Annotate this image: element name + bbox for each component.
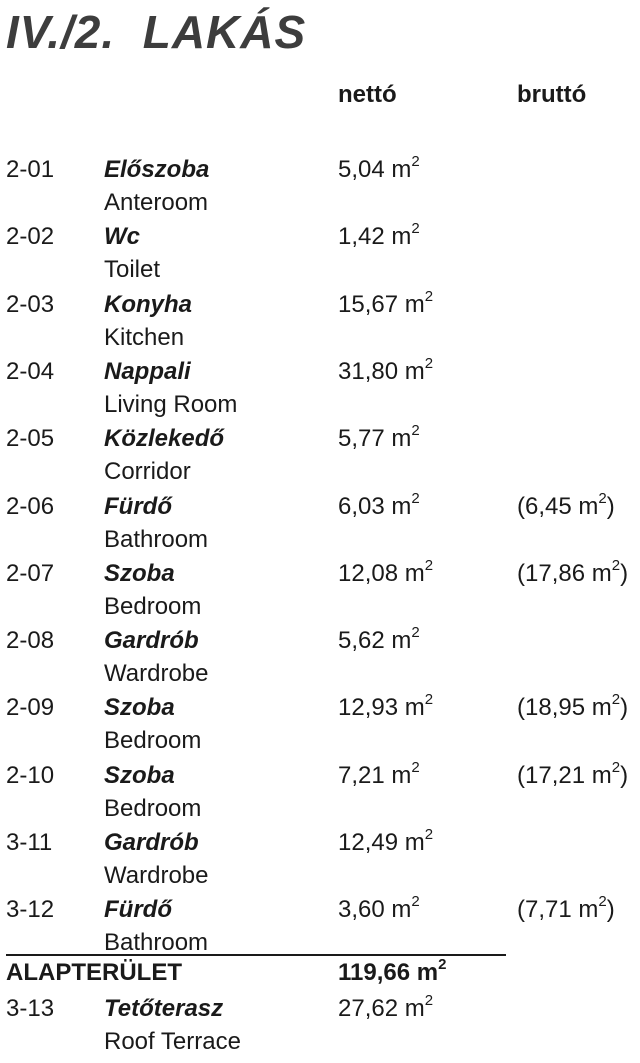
room-gross-area: (18,95 $m^2$): [517, 691, 629, 722]
room-code: 2-02: [6, 223, 55, 251]
unit-superscript: 2: [424, 556, 434, 574]
room-net-area: 5,04 $m^2$: [338, 153, 420, 183]
unit-superscript: 2: [411, 624, 420, 642]
unit-superscript: 2: [598, 893, 607, 911]
room-name-english: Bedroom: [104, 794, 202, 822]
room-net-area: 5,62 $m^2$: [338, 624, 420, 655]
room-name-english: Wardrobe: [104, 660, 209, 688]
room-code: 2-01: [6, 156, 55, 183]
room-name: Szoba: [104, 694, 175, 722]
room-row: [0, 826, 640, 893]
room-name-english: Bedroom: [104, 592, 202, 620]
unit-superscript: 2: [438, 956, 447, 973]
room-net-area: 12,08 $m^2$: [338, 556, 434, 587]
unit-superscript: 2: [611, 758, 621, 776]
room-net-area: 7,21 $m^2$: [338, 758, 420, 789]
room-name-english: Bedroom: [104, 727, 202, 755]
room-row: [0, 624, 640, 691]
room-row: [0, 759, 640, 826]
total-label: ALAPTERÜLET: [6, 959, 182, 986]
room-net-area: 12,93 $m^2$: [338, 691, 434, 722]
room-code: 2-06: [6, 492, 55, 520]
unit-superscript: 2: [411, 489, 420, 507]
total-value: 119,66 $m^2$: [338, 956, 447, 986]
room-code: 2-07: [6, 559, 55, 587]
room-code: 2-04: [6, 357, 55, 385]
gross-column-header: bruttó: [517, 81, 587, 108]
room-name: Fürdő: [104, 492, 172, 520]
room-name: Közlekedő: [104, 425, 225, 453]
room-row: [0, 893, 640, 960]
unit-superscript: 2: [424, 287, 434, 305]
room-net-area: 12,49 $m^2$: [338, 826, 434, 856]
room-net-area: 27,62 $m^2$: [338, 992, 434, 1022]
room-name-english: Corridor: [104, 458, 191, 486]
room-name: Gardrób: [104, 829, 199, 856]
room-name: Szoba: [104, 559, 175, 587]
room-code: 3-13: [6, 995, 55, 1022]
unit-superscript: 2: [424, 354, 434, 372]
page-title: IV./2. LAKÁS: [6, 6, 307, 58]
room-name-english: Living Room: [104, 390, 238, 418]
unit-superscript: 2: [424, 691, 434, 709]
room-name: Előszoba: [104, 156, 210, 183]
room-gross-area: (17,86 $m^2$): [517, 556, 629, 587]
room-row: [0, 691, 640, 758]
room-name: Konyha: [104, 290, 193, 318]
room-row: [0, 220, 640, 287]
room-code: 2-08: [6, 627, 55, 655]
room-net-area: 15,67 $m^2$: [338, 287, 434, 318]
room-net-area: 1,42 $m^2$: [338, 220, 420, 251]
unit-superscript: 2: [411, 220, 420, 238]
room-name: Fürdő: [104, 896, 172, 924]
room-name: Tetőterasz: [104, 995, 224, 1022]
room-name: Nappali: [104, 357, 191, 385]
room-name-english: Roof Terrace: [104, 1028, 241, 1055]
room-code: 2-05: [6, 425, 55, 453]
room-row: [0, 992, 640, 1059]
net-column-header: nettó: [338, 81, 397, 108]
unit-superscript: 2: [424, 826, 434, 843]
room-code: 2-10: [6, 761, 55, 789]
unit-superscript: 2: [411, 422, 420, 440]
room-net-area: 3,60 $m^2$: [338, 893, 420, 924]
room-code: 2-09: [6, 694, 55, 722]
unit-superscript: 2: [611, 691, 621, 709]
unit-superscript: 2: [411, 758, 420, 776]
room-name: Szoba: [104, 761, 175, 789]
room-row: [0, 288, 640, 355]
room-row: [0, 153, 640, 220]
room-name-english: Bathroom: [104, 929, 209, 957]
room-name-english: Anteroom: [104, 189, 209, 216]
room-name: Wc: [104, 223, 140, 251]
room-gross-area: (7,71 $m^2$): [517, 893, 615, 924]
room-code: 3-11: [6, 829, 53, 856]
unit-superscript: 2: [424, 992, 434, 1009]
room-code: 3-12: [6, 896, 55, 924]
room-code: 2-03: [6, 290, 55, 318]
total-row: [0, 956, 640, 990]
room-gross-area: (6,45 $m^2$): [517, 489, 615, 520]
room-name-english: Wardrobe: [104, 862, 209, 889]
room-net-area: 5,77 $m^2$: [338, 422, 420, 453]
room-net-area: 31,80 $m^2$: [338, 354, 434, 385]
room-row: [0, 490, 640, 557]
room-name-english: Toilet: [104, 256, 161, 284]
room-gross-area: (17,21 $m^2$): [517, 758, 629, 789]
room-name-english: Kitchen: [104, 323, 185, 351]
room-name: Gardrób: [104, 627, 199, 655]
room-row: [0, 557, 640, 624]
unit-superscript: 2: [411, 153, 420, 170]
room-row: [0, 422, 640, 489]
room-row: [0, 355, 640, 422]
room-net-area: 6,03 $m^2$: [338, 489, 420, 520]
unit-superscript: 2: [411, 893, 420, 911]
unit-superscript: 2: [598, 489, 607, 507]
room-name-english: Bathroom: [104, 525, 209, 553]
unit-superscript: 2: [611, 556, 621, 574]
